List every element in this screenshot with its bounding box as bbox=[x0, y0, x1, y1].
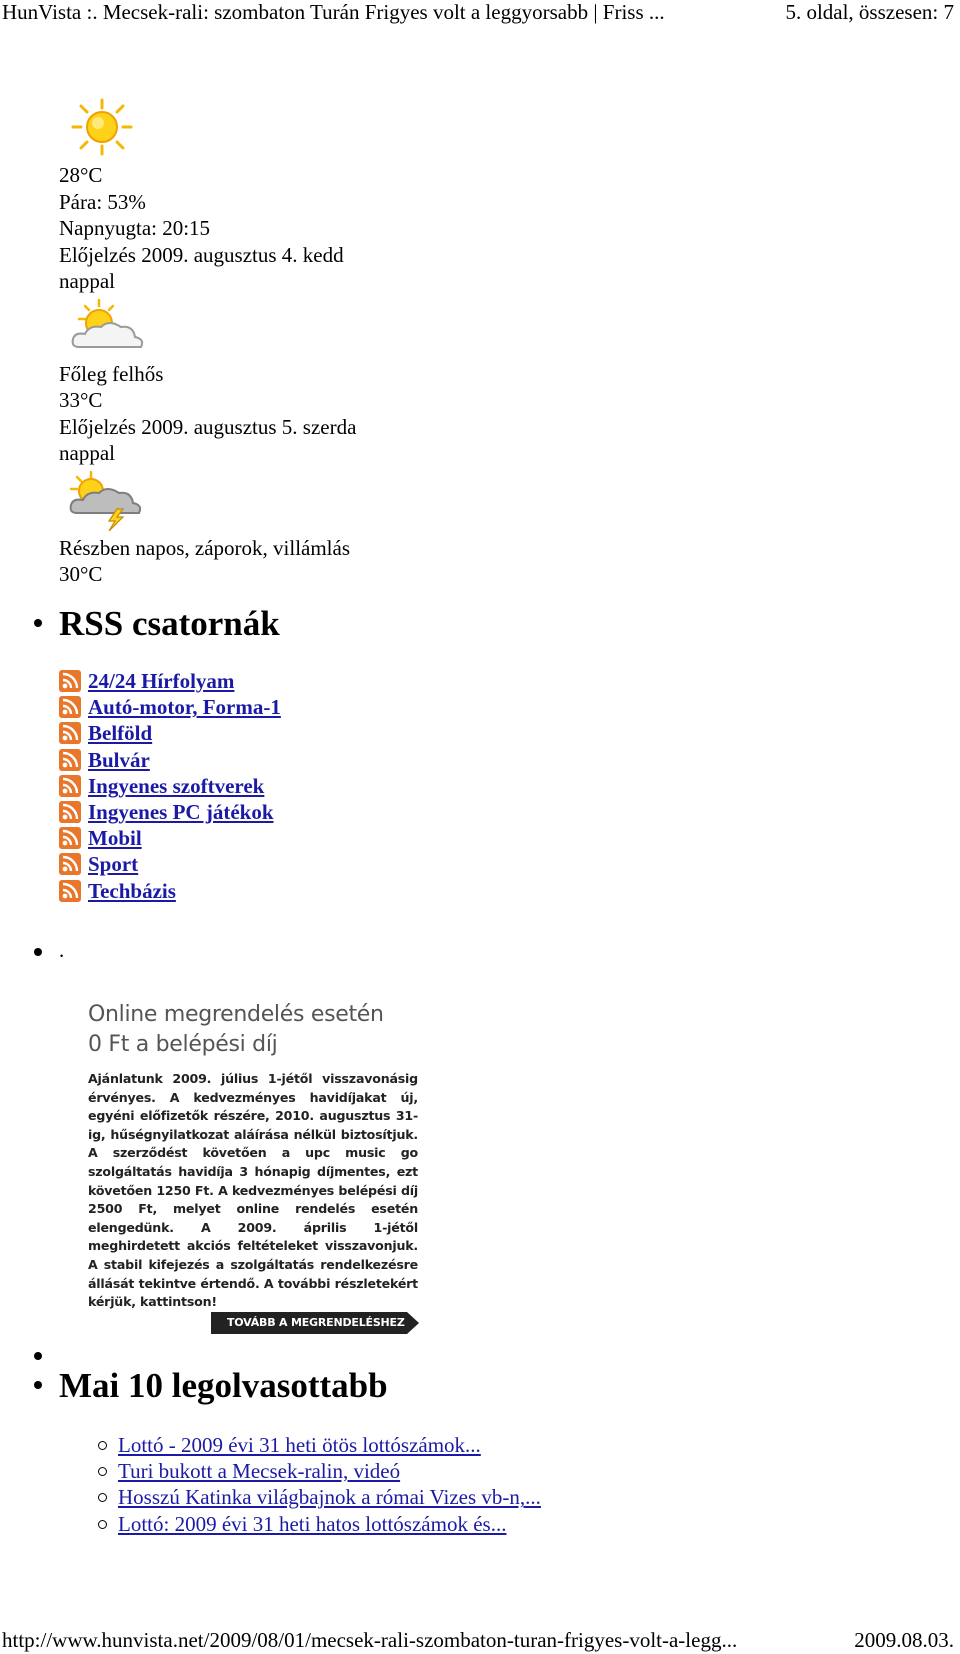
rss-icon bbox=[59, 775, 81, 797]
rss-item[interactable] bbox=[59, 694, 281, 720]
rss-feed-list bbox=[59, 668, 281, 904]
rss-link[interactable]: Autó-motor, Forma-1 bbox=[88, 695, 281, 720]
partly-cloudy-icon bbox=[65, 297, 149, 357]
ad-title: Online megrendelés esetén bbox=[88, 1002, 384, 1027]
list-item[interactable] bbox=[118, 1511, 541, 1537]
list-bullet bbox=[34, 1352, 42, 1360]
rss-item[interactable] bbox=[59, 825, 281, 851]
forecast-temperature: 30°C bbox=[59, 562, 103, 586]
rss-item[interactable] bbox=[59, 878, 281, 904]
rss-link[interactable]: 24/24 Hírfolyam bbox=[88, 669, 235, 693]
rss-link[interactable]: Techbázis bbox=[88, 878, 176, 903]
top10-list bbox=[118, 1432, 541, 1537]
list-bullet bbox=[34, 1381, 42, 1389]
rss-link[interactable]: Belföld bbox=[88, 721, 153, 746]
forecast-description: Részben napos, záporok, villámlás bbox=[59, 535, 351, 560]
article-link[interactable]: Turi bukott a Mecsek-ralin, videó bbox=[118, 1459, 401, 1484]
separator-dot: . bbox=[59, 938, 65, 962]
rss-icon bbox=[59, 801, 81, 823]
list-bullet bbox=[34, 619, 42, 627]
forecast-description: Főleg felhős bbox=[59, 361, 164, 386]
forecast-period: nappal bbox=[59, 269, 115, 293]
rss-icon bbox=[59, 853, 81, 875]
page-title: HunVista :. Mecsek-rali: szombaton Turán Frigyes volt a leggyorsabb | Friss ... bbox=[2, 0, 665, 24]
rss-item[interactable] bbox=[59, 799, 281, 825]
ad-body: Ajánlatunk 2009. július 1-jétől visszavonásig érvényes. A kedvezményes havidíjakat új, egyéni előfizetők részére, 2010. augusztus 31-ig, hűségnyilatkozat aláírása nélkül biztosítjuk. A szerződést követően a upc music go szolgáltatás havidíja 3 hónapig díjmentes, ezt követően 1250 Ft. A kedvezményes belépési díj 2500 Ft, melyet online rendelés esetén elengedünk. A 2009. április 1-jétől meghirdetett akciós feltételeket visszavonjuk. A stabil kifejezés a szolgáltatás rendelkezésre állását tekintve értendő. A további részletekért kérjük, kattintson! bbox=[88, 1071, 418, 1310]
rss-item[interactable] bbox=[59, 851, 281, 877]
circle-bullet bbox=[98, 1441, 107, 1450]
rss-heading: RSS csatornák bbox=[59, 604, 280, 643]
page-counter: 5. oldal, összesen: 7 bbox=[785, 0, 954, 24]
weather-widget bbox=[59, 98, 356, 588]
article-link[interactable]: Lottó: 2009 évi 31 heti hatos lottószámok és... bbox=[118, 1511, 507, 1536]
ad-order-button[interactable] bbox=[211, 1312, 419, 1334]
rss-icon bbox=[59, 696, 81, 718]
rss-icon bbox=[59, 880, 81, 902]
rss-link[interactable]: Ingyenes PC játékok bbox=[88, 799, 274, 824]
rss-item[interactable] bbox=[59, 720, 281, 746]
rss-icon bbox=[59, 749, 81, 771]
forecast-title: Előjelzés 2009. augusztus 5. szerda bbox=[59, 414, 357, 439]
article-link[interactable]: Hosszú Katinka világbajnok a római Vizes vb-n,... bbox=[118, 1485, 541, 1510]
top10-heading: Mai 10 legolvasottabb bbox=[59, 1366, 388, 1405]
rss-link[interactable]: Mobil bbox=[88, 826, 142, 851]
forecast-period: nappal bbox=[59, 441, 115, 465]
rss-item[interactable] bbox=[59, 747, 281, 773]
rss-link[interactable]: Ingyenes szoftverek bbox=[88, 773, 265, 798]
print-date: 2009.08.03. bbox=[854, 1628, 954, 1652]
rss-link[interactable]: Sport bbox=[88, 852, 139, 877]
rss-icon bbox=[59, 827, 81, 849]
thunderstorm-icon bbox=[65, 469, 149, 531]
list-bullet bbox=[34, 948, 42, 956]
print-footer bbox=[2, 1628, 958, 1654]
rss-icon bbox=[59, 722, 81, 744]
current-sunset: Napnyugta: 20:15 bbox=[59, 216, 211, 240]
circle-bullet bbox=[98, 1520, 107, 1529]
ad-subtitle: 0 Ft a belépési díj bbox=[88, 1032, 278, 1057]
ad-button-label: TOVÁBB A MEGRENDELÉSHEZ bbox=[227, 1316, 405, 1329]
rss-item[interactable] bbox=[59, 668, 281, 694]
circle-bullet bbox=[98, 1493, 107, 1502]
rss-icon bbox=[59, 670, 81, 692]
list-item[interactable] bbox=[118, 1432, 541, 1458]
circle-bullet bbox=[98, 1467, 107, 1476]
current-humidity: Pára: 53% bbox=[59, 189, 146, 214]
rss-link[interactable]: Bulvár bbox=[88, 747, 150, 772]
sun-icon bbox=[71, 98, 133, 156]
forecast-title: Előjelzés 2009. augusztus 4. kedd bbox=[59, 242, 344, 267]
list-item[interactable] bbox=[118, 1458, 541, 1484]
rss-item[interactable] bbox=[59, 773, 281, 799]
page-url: http://www.hunvista.net/2009/08/01/mecsek-rali-szombaton-turan-frigyes-volt-a-legg... bbox=[2, 1628, 738, 1652]
list-item[interactable] bbox=[118, 1484, 541, 1510]
upc-advertisement[interactable] bbox=[88, 1000, 418, 1340]
current-temperature: 28°C bbox=[59, 163, 103, 187]
forecast-temperature: 33°C bbox=[59, 388, 103, 412]
article-link[interactable]: Lottó - 2009 évi 31 heti ötös lottószámok... bbox=[118, 1433, 481, 1457]
